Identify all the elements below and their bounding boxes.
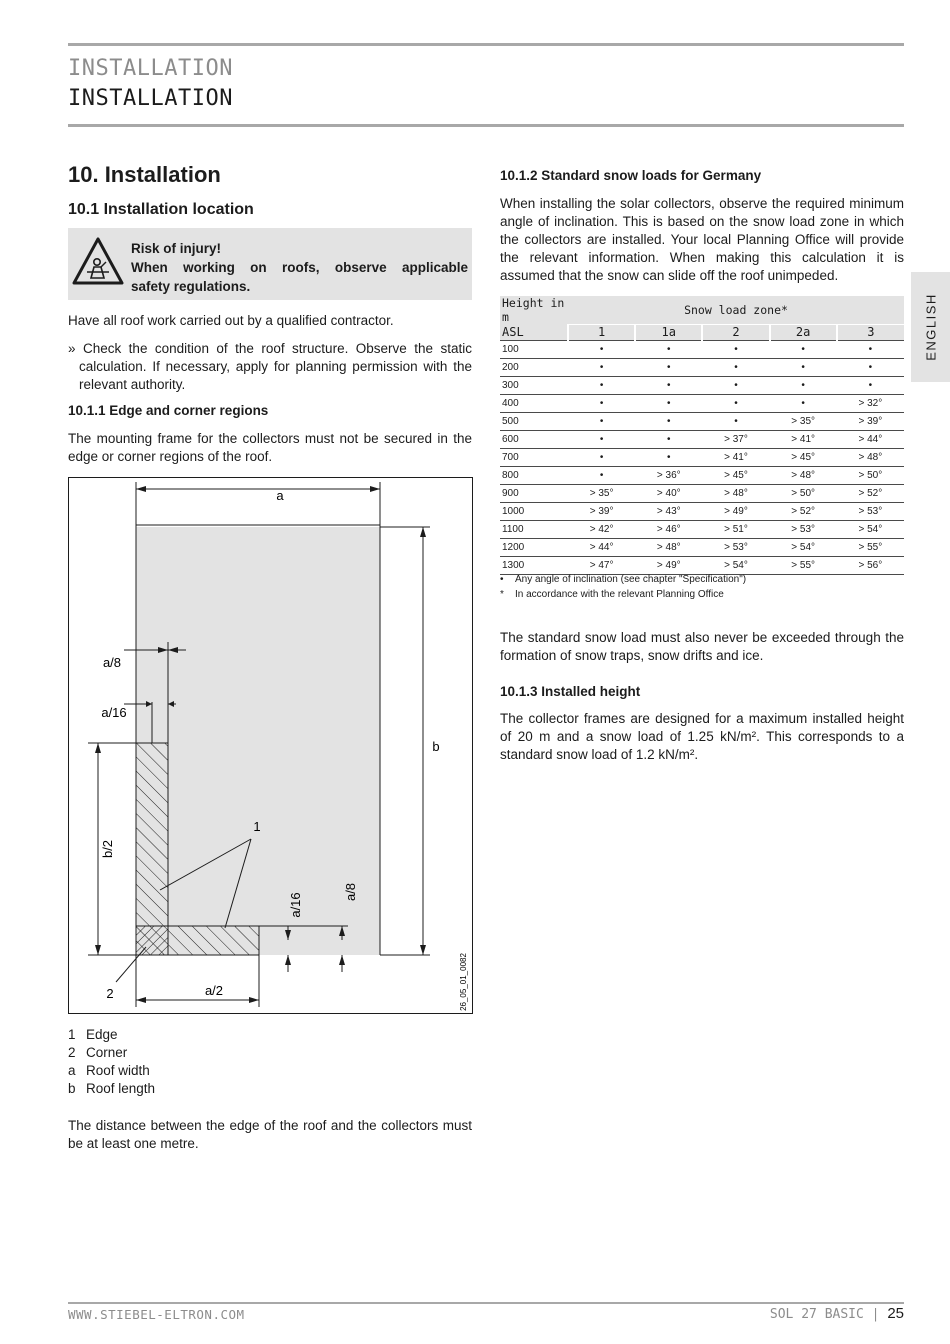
angle-cell: • [702, 358, 769, 376]
angle-cell: > 54° [702, 556, 769, 574]
language-label: ENGLISH [923, 293, 938, 361]
height-cell: 600 [500, 430, 568, 448]
paragraph: The standard snow load must also never be exceeded through the formation of snow traps, snow drifts and ice. [500, 630, 904, 663]
label-a: a [276, 488, 284, 503]
angle-cell: > 32° [837, 394, 904, 412]
angle-cell: > 49° [635, 556, 702, 574]
angle-cell: > 39° [568, 502, 635, 520]
angle-cell: > 45° [770, 448, 837, 466]
label-a8: a/8 [102, 655, 122, 670]
table-header-row [500, 324, 904, 340]
column-header: ASL [500, 324, 568, 340]
paragraph: When installing the solar collectors, observe the required minimum angle of inclination. This is based on the snow load zone in which the collectors are installed. Your local Planning Office will provide the relevant information. When making this calculation it is assumed that the snow can slide off the roof unimpeded. [500, 196, 904, 283]
top-rule [68, 43, 904, 46]
paragraph: The distance between the edge of the roof and the collectors must be at least one metre. [68, 1118, 472, 1151]
label-a16: a/16 [101, 705, 127, 720]
table-row [500, 502, 904, 520]
angle-cell: > 54° [770, 538, 837, 556]
angle-cell: • [568, 448, 635, 466]
subsubsection-heading: 10.1.1 Edge and corner regions [68, 403, 269, 418]
height-cell: 100 [500, 340, 568, 358]
height-cell: 1000 [500, 502, 568, 520]
angle-cell: • [635, 412, 702, 430]
height-cell: 500 [500, 412, 568, 430]
angle-cell: • [770, 394, 837, 412]
table-notes [500, 572, 746, 602]
angle-cell: • [635, 430, 702, 448]
legend-item: b Roof length [68, 1081, 156, 1096]
angle-cell: > 53° [837, 502, 904, 520]
zone-header: 2 [702, 324, 769, 340]
angle-cell: • [568, 340, 635, 358]
column-header: Height in m [500, 296, 568, 324]
warning-box [68, 228, 472, 300]
angle-cell: > 47° [568, 556, 635, 574]
height-cell: 300 [500, 376, 568, 394]
height-cell: 800 [500, 466, 568, 484]
legend-item: 2 Corner [68, 1045, 128, 1060]
table-row [500, 412, 904, 430]
angle-cell: > 54° [837, 520, 904, 538]
height-cell: 1100 [500, 520, 568, 538]
bullet-item: » Check the condition of the roof structure. Observe the static calculation. If necessary, apply for planning permission with the relevant authority. [68, 341, 472, 392]
angle-cell: • [837, 358, 904, 376]
label-b2: b/2 [100, 839, 115, 859]
angle-cell: • [702, 412, 769, 430]
angle-cell: > 42° [568, 520, 635, 538]
zone-header: 1 [568, 324, 635, 340]
angle-cell: > 48° [770, 466, 837, 484]
header-rule [68, 124, 904, 127]
angle-cell: > 48° [702, 484, 769, 502]
angle-cell: • [837, 340, 904, 358]
angle-cell: • [568, 412, 635, 430]
page-number: 25 [887, 1305, 904, 1322]
angle-cell: • [635, 394, 702, 412]
angle-cell: • [568, 430, 635, 448]
subsection-heading: 10.1 Installation location [68, 201, 254, 218]
angle-cell: • [568, 394, 635, 412]
subsubsection-heading: 10.1.2 Standard snow loads for Germany [500, 168, 762, 183]
warning-text-line2: safety regulations. [131, 279, 251, 294]
figure-code: 26_05_01_0082 [459, 953, 468, 1011]
angle-cell: > 53° [702, 538, 769, 556]
note-item: • Any angle of inclination (see chapter "Specification") [500, 574, 747, 585]
warning-person-icon [72, 236, 124, 286]
column-header: Snow load zone* [568, 296, 904, 324]
footer-rule [68, 1302, 904, 1304]
header-title: INSTALLATION [68, 86, 233, 111]
paragraph: Have all roof work carried out by a qualified contractor. [68, 313, 394, 328]
angle-cell: > 48° [635, 538, 702, 556]
angle-cell: > 49° [702, 502, 769, 520]
header-title-gray: INSTALLATION [68, 56, 233, 81]
angle-cell: > 41° [702, 448, 769, 466]
angle-cell: > 39° [837, 412, 904, 430]
height-cell: 900 [500, 484, 568, 502]
roof-edge-diagram [68, 477, 473, 1014]
table-row [500, 358, 904, 376]
angle-cell: • [568, 376, 635, 394]
angle-cell: > 55° [837, 538, 904, 556]
angle-cell: > 35° [568, 484, 635, 502]
warning-text-line1: When working on roofs, observe applicable [131, 260, 468, 275]
angle-cell: > 43° [635, 502, 702, 520]
table-header-row [500, 296, 904, 324]
table-row [500, 520, 904, 538]
angle-cell: > 40° [635, 484, 702, 502]
warning-title: Risk of injury! [131, 241, 222, 256]
table-row [500, 376, 904, 394]
label-a2: a/2 [204, 983, 224, 998]
legend-item: a Roof width [68, 1063, 150, 1078]
angle-cell: > 44° [837, 430, 904, 448]
angle-cell: > 55° [770, 556, 837, 574]
table-row [500, 394, 904, 412]
height-cell: 1200 [500, 538, 568, 556]
note-item: * In accordance with the relevant Planning Office [500, 589, 724, 600]
footer-product: SOL 27 BASIC | 25 [769, 1305, 904, 1322]
angle-cell: > 56° [837, 556, 904, 574]
angle-cell: • [702, 376, 769, 394]
table-row [500, 466, 904, 484]
angle-cell: > 41° [770, 430, 837, 448]
angle-cell: • [635, 340, 702, 358]
paragraph: The mounting frame for the collectors must not be secured in the edge or corner regions of the roof. [68, 431, 472, 464]
angle-cell: > 53° [770, 520, 837, 538]
angle-cell: > 44° [568, 538, 635, 556]
angle-cell: • [635, 376, 702, 394]
height-cell: 200 [500, 358, 568, 376]
section-heading: 10. Installation [68, 162, 221, 187]
label-b: b [432, 739, 440, 754]
angle-cell: > 45° [702, 466, 769, 484]
angle-cell: > 51° [702, 520, 769, 538]
language-tab[interactable] [911, 272, 950, 382]
angle-cell: • [635, 448, 702, 466]
angle-cell: • [702, 340, 769, 358]
legend-item: 1 Edge [68, 1027, 118, 1042]
label-1: 1 [253, 819, 261, 834]
table-row [500, 430, 904, 448]
angle-cell: • [770, 340, 837, 358]
angle-cell: • [770, 358, 837, 376]
angle-cell: > 50° [837, 466, 904, 484]
height-cell: 1300 [500, 556, 568, 574]
table-row [500, 448, 904, 466]
angle-cell: > 50° [770, 484, 837, 502]
zone-header: 2a [770, 324, 837, 340]
angle-cell: • [702, 394, 769, 412]
subsubsection-heading: 10.1.3 Installed height [500, 684, 641, 699]
angle-cell: > 46° [635, 520, 702, 538]
angle-cell: > 52° [837, 484, 904, 502]
label-2: 2 [106, 986, 114, 1001]
angle-cell: • [568, 358, 635, 376]
paragraph: The collector frames are designed for a maximum installed height of 20 m and a snow load of 1.25 kN/m². This corresponds to a standard snow load of 1.2 kN/m². [500, 711, 904, 762]
footer-url[interactable]: WWW.STIEBEL-ELTRON.COM [68, 1307, 245, 1322]
label-a8-vertical: a/8 [343, 882, 358, 902]
zone-header: 1a [635, 324, 702, 340]
angle-cell: • [635, 358, 702, 376]
label-a16-vertical: a/16 [288, 892, 303, 918]
table-row [500, 538, 904, 556]
figure-legend [68, 1026, 155, 1098]
snow-load-table [500, 296, 904, 575]
angle-cell: • [770, 376, 837, 394]
angle-cell: • [568, 466, 635, 484]
table-row [500, 340, 904, 358]
angle-cell: > 52° [770, 502, 837, 520]
table-row [500, 484, 904, 502]
angle-cell: • [837, 376, 904, 394]
angle-cell: > 48° [837, 448, 904, 466]
height-cell: 400 [500, 394, 568, 412]
angle-cell: > 37° [702, 430, 769, 448]
zone-header: 3 [837, 324, 904, 340]
angle-cell: > 35° [770, 412, 837, 430]
angle-cell: > 36° [635, 466, 702, 484]
height-cell: 700 [500, 448, 568, 466]
